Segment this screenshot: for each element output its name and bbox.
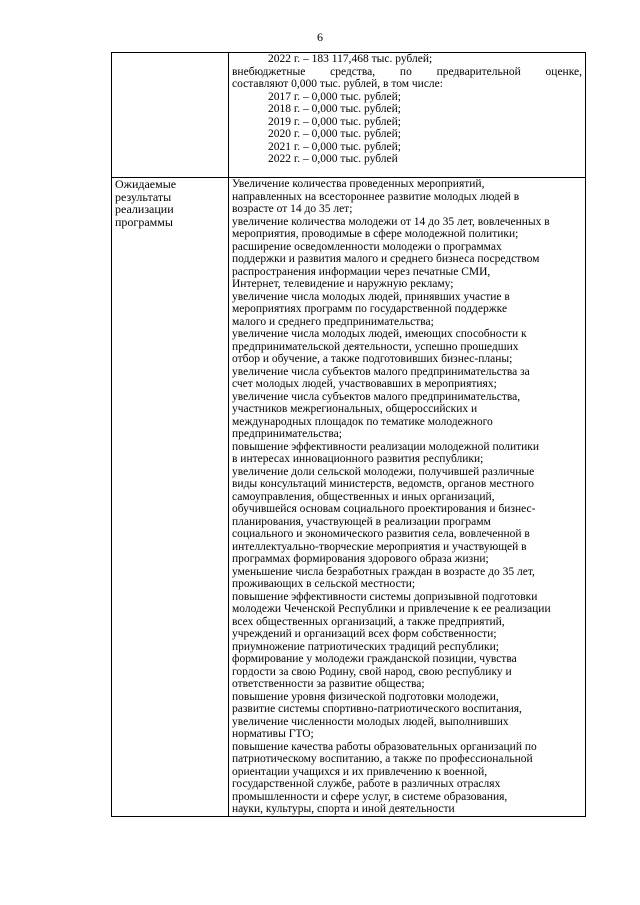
result-line: патриотическому воспитанию, а также по профессиональной: [232, 753, 533, 765]
result-line: повышение качества работы образовательных организаций по: [232, 740, 537, 753]
result-line: социального и экономического развития села, вовлеченной в: [232, 528, 530, 540]
expected-results-label-cell: [112, 178, 229, 817]
result-line: промышленности и сфере услуг, в системе образования,: [232, 790, 508, 803]
label-line: реализации: [115, 202, 174, 216]
expected-results-label: [115, 178, 225, 228]
label-line: программы: [115, 214, 173, 229]
funding-line: 2022 г. – 0,000 тыс. рублей: [268, 153, 398, 165]
funding-text-cell: [229, 53, 586, 178]
funding-line: 2022 г. – 183 117,468 тыс. рублей;: [268, 53, 433, 65]
result-line: самоуправления, общественных и иных организаций,: [232, 490, 495, 503]
result-line: гордости за свою Родину, свой народ, свою республику и: [232, 665, 512, 678]
funding-line: составляют 0,000 тыс. рублей, в том числе:: [232, 78, 443, 90]
result-line: счет молодых людей, участвовавших в мероприятиях;: [232, 378, 497, 390]
result-line: виды консультаций министерств, ведомств, органов местного: [232, 478, 535, 490]
result-line: Увеличение количества проведенных мероприятий,: [232, 178, 485, 190]
result-line: предпринимательства;: [232, 428, 342, 440]
result-line: распространения информации через печатные СМИ,: [232, 265, 491, 278]
page-number: 6: [317, 30, 323, 44]
result-line: молодежи Чеченской Республики и привлечение к ее реализации: [232, 603, 551, 615]
result-line: государственной службе, работе в различных отраслях: [232, 778, 501, 790]
label-line: результаты: [115, 189, 172, 204]
table-row-funding: [112, 53, 586, 178]
result-line: уменьшение числа безработных граждан в возрасте до 35 лет,: [232, 565, 535, 578]
expected-results-text-cell: [229, 178, 586, 817]
funding-line: 2018 г. – 0,000 тыс. рублей;: [268, 103, 401, 115]
result-line: увеличение доли сельской молодежи, получившей различные: [232, 465, 535, 478]
result-line: повышение уровня физической подготовки молодежи,: [232, 690, 499, 703]
result-line: малого и среднего предпринимательства;: [232, 315, 434, 328]
funding-line: 2021 г. – 0,000 тыс. рублей;: [268, 140, 401, 153]
funding-line: 2019 г. – 0,000 тыс. рублей;: [268, 115, 401, 128]
result-line: поддержки и развития малого и среднего бизнеса посредством: [232, 253, 540, 265]
result-line: участников межрегиональных, общероссийских и: [232, 403, 478, 415]
result-line: увеличение числа молодых людей, имеющих способности к: [232, 328, 527, 340]
result-line: увеличение числа субъектов малого предпринимательства,: [232, 390, 521, 403]
result-line: науки, культуры, спорта и иной деятельности: [232, 803, 455, 815]
result-line: программах формирования здорового образа жизни;: [232, 553, 489, 565]
result-line: развитие системы спортивно-патриотического воспитания,: [232, 703, 522, 715]
result-line: планирования, участвующей в реализации программ: [232, 515, 491, 528]
result-line: мероприятия, проводимые в сфере молодежной политики;: [232, 228, 519, 240]
result-line: отбор и обучение, а также подготовивших бизнес-планы;: [232, 353, 513, 365]
result-line: увеличение числа молодых людей, принявших участие в: [232, 290, 510, 303]
result-line: обучившейся основам социального проектирования и бизнес-: [232, 503, 536, 515]
result-line: возрасте от 14 до 35 лет;: [232, 203, 353, 215]
result-line: Интернет, телевидение и наружную рекламу;: [232, 278, 454, 290]
result-line: формирование у молодежи гражданской позиции, чувства: [232, 653, 517, 665]
result-line: нормативы ГТО;: [232, 728, 314, 740]
label-line: Ожидаемые: [115, 177, 177, 191]
expected-results-lines: [232, 178, 582, 816]
funding-lines: [232, 53, 582, 166]
result-line: увеличение численности молодых людей, выполнивших: [232, 715, 509, 728]
result-line: повышение эффективности реализации молодежной политики: [232, 440, 540, 453]
result-line: направленных на всестороннее развитие молодых людей в: [232, 190, 520, 203]
result-line: проживающих в сельской местности;: [232, 578, 416, 590]
result-line: расширение осведомленности молодежи о программах: [232, 240, 502, 253]
program-passport-table: [111, 52, 586, 817]
result-line: повышение эффективности системы допризывной подготовки: [232, 590, 538, 603]
result-line: увеличение числа субъектов малого предпринимательства за: [232, 365, 530, 378]
funding-line: внебюджетные средства, по предварительной оценке,: [232, 65, 582, 78]
result-line: международных площадок по тематике молодежного: [232, 415, 493, 428]
result-line: интеллектуально-творческие мероприятия и участвующей в: [232, 540, 527, 553]
result-line: всех общественных организаций, а также предприятий,: [232, 615, 505, 628]
result-line: приумножение патриотических традиций республики;: [232, 640, 499, 653]
funding-line: 2017 г. – 0,000 тыс. рублей;: [268, 90, 401, 103]
result-line: ориентации учащихся и их привлечению к военной,: [232, 765, 488, 778]
result-line: увеличение количества молодежи от 14 до 35 лет, вовлеченных в: [232, 215, 550, 228]
result-line: мероприятиях программ по государственной поддержке: [232, 303, 508, 315]
funding-line: 2020 г. – 0,000 тыс. рублей;: [268, 128, 401, 140]
funding-label-cell: [112, 53, 229, 178]
result-line: предпринимательской деятельности, успешно прошедших: [232, 340, 519, 353]
table-row-expected-results: [112, 178, 586, 817]
result-line: ответственности за развитие общества;: [232, 678, 425, 690]
result-line: учреждений и организаций всех форм собственности;: [232, 628, 497, 640]
result-line: в интересах инновационного развития республики;: [232, 453, 484, 465]
